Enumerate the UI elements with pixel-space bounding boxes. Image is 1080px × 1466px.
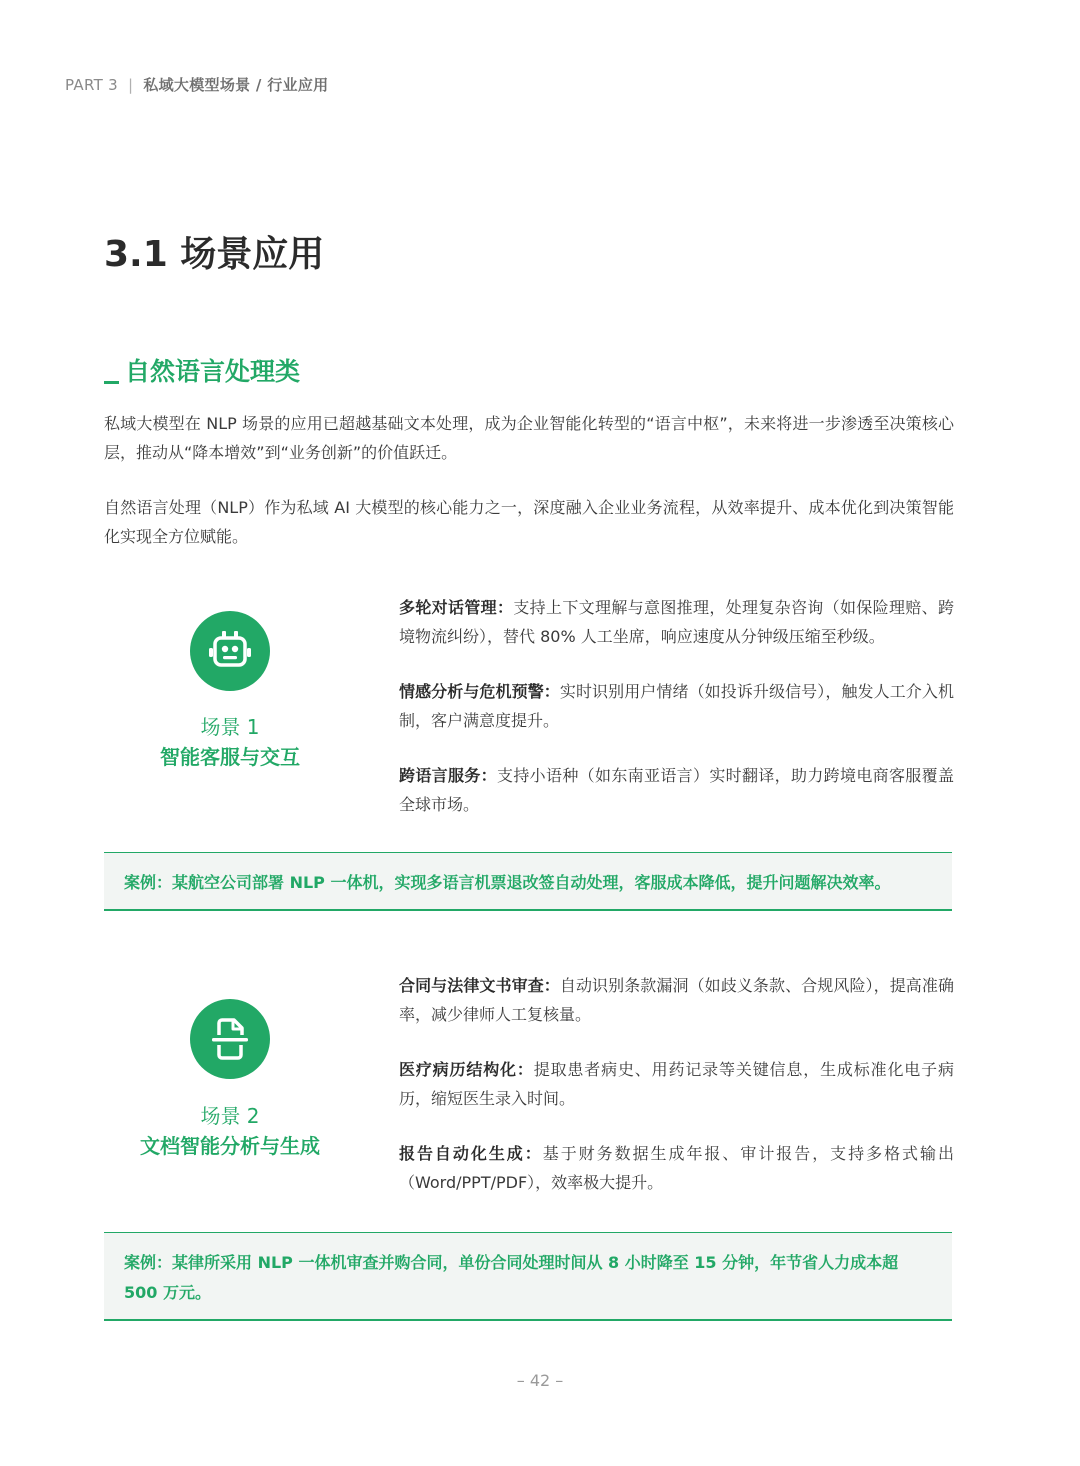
feature-item [399, 593, 954, 651]
feature-text: 提取患者病史、用药记录等关键信息，生成标准化电子病历，缩短医生录入时间。 [399, 1060, 954, 1108]
scene-1-name: 智能客服与交互 [160, 745, 300, 769]
intro-paragraph-2: 自然语言处理（NLP）作为私域 AI 大模型的核心能力之一，深度融入企业业务流程，从效率提升、成本优化到决策智能化实现全方位赋能。 [104, 498, 954, 546]
scene-1-feature-list [399, 593, 954, 845]
robot-icon [190, 611, 270, 691]
scene-2-feature-list [399, 971, 954, 1223]
feature-title: 合同与法律文书审查： [399, 976, 560, 995]
feature-title: 医疗病历结构化： [399, 1060, 534, 1079]
feature-item [399, 677, 954, 735]
feature-title: 报告自动化生成： [399, 1144, 543, 1163]
header-part: PART 3 [65, 76, 118, 94]
heading-underscore-mark [104, 381, 119, 384]
feature-item [399, 1139, 954, 1197]
feature-item [399, 1055, 954, 1113]
feature-item [399, 761, 954, 819]
case-box-1: 案例：某航空公司部署 NLP 一体机，实现多语言机票退改签自动处理，客服成本降低，提升问题解决效率。 [104, 852, 952, 911]
scene-1-number: 场景 1 [200, 715, 260, 739]
scene-2-number: 场景 2 [200, 1104, 260, 1128]
feature-text: 基于财务数据生成年报、审计报告，支持多格式输出（Word/PPT/PDF），效率极大提升。 [399, 1144, 954, 1192]
scene-2-name: 文档智能分析与生成 [140, 1134, 320, 1158]
feature-title: 多轮对话管理： [399, 598, 514, 617]
feature-text: 实时识别用户情绪（如投诉升级信号），触发人工介入机制，客户满意度提升。 [399, 682, 954, 730]
page-title: 3.1 场景应用 [104, 234, 325, 275]
page-number: – 42 – [516, 1371, 564, 1390]
feature-title: 跨语言服务： [399, 766, 497, 785]
feature-text: 自动识别条款漏洞（如歧义条款、合规风险），提高准确率，减少律师人工复核量。 [399, 976, 954, 1024]
feature-item [399, 971, 954, 1029]
feature-text: 支持小语种（如东南亚语言）实时翻译，助力跨境电商客服覆盖全球市场。 [399, 766, 954, 814]
feature-title: 情感分析与危机预警： [399, 682, 560, 701]
case-box-2: 案例：某律所采用 NLP 一体机审查并购合同，单份合同处理时间从 8 小时降至 15 分钟，年节省人力成本超 500 万元。 [104, 1232, 952, 1321]
running-header [65, 74, 328, 95]
intro-paragraph-1: 私域大模型在 NLP 场景的应用已超越基础文本处理，成为企业智能化转型的“语言中枢”，未来将进一步渗透至决策核心层，推动从“降本增效”到“业务创新”的价值跃迁。 [104, 414, 954, 462]
section-heading-text: 自然语言处理类 [125, 357, 301, 386]
feature-text: 支持上下文理解与意图推理，处理复杂咨询（如保险理赔、跨境物流纠纷），替代 80% 人工坐席，响应速度从分钟级压缩至秒级。 [399, 598, 954, 646]
section-heading [104, 352, 300, 388]
document-scan-icon [190, 999, 270, 1079]
header-path: 私域大模型场景 / 行业应用 [143, 76, 329, 94]
header-separator: | [127, 76, 134, 94]
